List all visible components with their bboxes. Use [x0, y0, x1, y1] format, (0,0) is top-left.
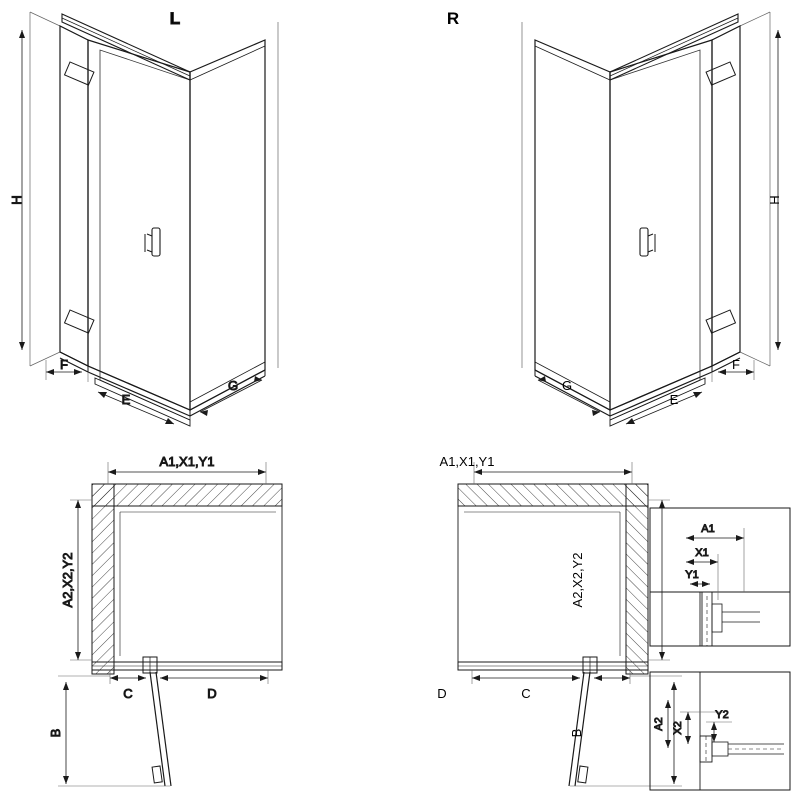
- dim-top-right: A1,X1,Y1: [439, 454, 495, 469]
- handle-right: [640, 228, 655, 256]
- detail-top-y1: Y1: [685, 569, 699, 581]
- dim-e-left: E: [121, 392, 131, 407]
- dim-h-left: H: [9, 195, 24, 205]
- dim-top-left: A1,X1,Y1: [159, 454, 215, 469]
- dim-side-right: A2,X2,Y2: [570, 552, 585, 608]
- detail-top-x1: X1: [695, 547, 709, 559]
- detail-top-a1: A1: [701, 523, 715, 535]
- dim-b-right: B: [569, 728, 584, 738]
- isometric-view-left: [9, 9, 278, 426]
- handle-left: [145, 228, 160, 256]
- dim-g-right: G: [561, 378, 573, 393]
- dim-h-right: H: [767, 195, 782, 205]
- detail-top: [650, 508, 790, 646]
- dim-f-right: F: [732, 357, 740, 372]
- dim-d-left: D: [207, 686, 217, 701]
- title-right: R: [446, 9, 460, 28]
- detail-bottom-y2: Y2: [715, 709, 729, 721]
- detail-bottom-x2: X2: [672, 721, 684, 735]
- dim-c-right: C: [521, 686, 531, 701]
- detail-bottom: [650, 672, 790, 790]
- detail-bottom-a2: A2: [653, 717, 665, 731]
- dim-f-left: F: [60, 357, 68, 372]
- dim-side-left: A2,X2,Y2: [60, 552, 75, 608]
- title-left: L: [169, 9, 181, 28]
- dim-c-left: C: [123, 686, 133, 701]
- dim-b-left: B: [48, 728, 63, 738]
- isometric-view-right: [522, 12, 781, 426]
- dim-g-left: G: [227, 378, 239, 393]
- dim-d-right: D: [437, 686, 447, 701]
- plan-view-left: [48, 454, 282, 786]
- dim-e-right: E: [669, 392, 679, 407]
